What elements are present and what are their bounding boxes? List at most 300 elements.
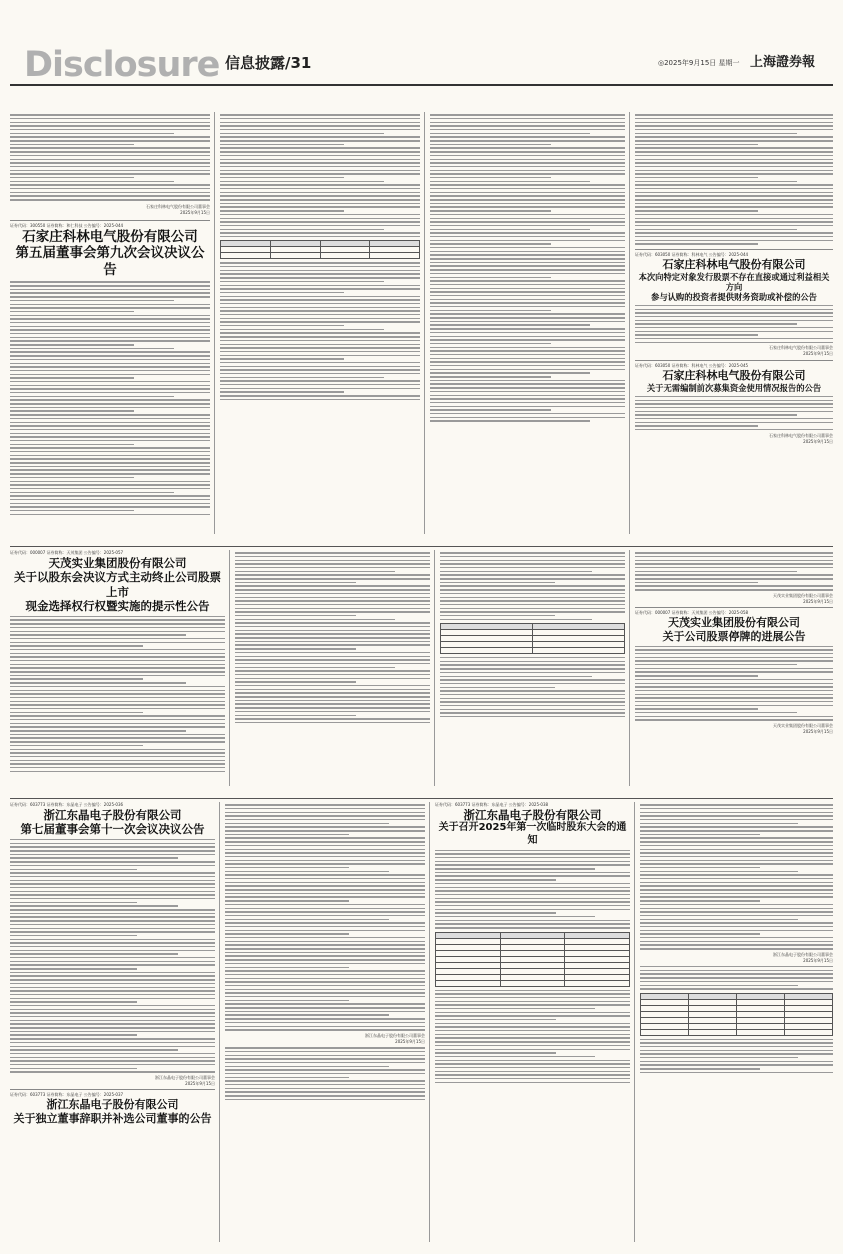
text-line <box>635 218 833 219</box>
text-line <box>635 660 833 661</box>
text-line <box>220 340 420 341</box>
text-block <box>430 114 625 421</box>
text-line <box>635 243 758 244</box>
text-line <box>640 893 833 894</box>
text-line <box>10 924 215 925</box>
text-line <box>225 1084 425 1085</box>
text-line <box>220 162 420 163</box>
text-line <box>10 693 225 694</box>
text-line <box>430 170 625 171</box>
text-line <box>440 716 625 717</box>
text-block <box>440 552 625 620</box>
text-line <box>430 317 625 318</box>
text-line <box>235 652 430 653</box>
text-line <box>220 140 420 141</box>
text-line <box>635 166 833 167</box>
text-line <box>640 823 798 824</box>
text-line <box>10 166 210 167</box>
text-line <box>225 830 425 831</box>
text-line <box>440 560 625 561</box>
text-line <box>635 563 833 564</box>
text-line <box>635 582 758 583</box>
text-line <box>10 1038 215 1039</box>
text-line <box>235 715 356 716</box>
text-line <box>10 891 215 892</box>
text-line <box>430 218 625 219</box>
text-line <box>220 266 420 267</box>
text-line <box>235 593 430 594</box>
text-line <box>10 466 210 467</box>
column-divider <box>219 802 220 1242</box>
text-line <box>10 1034 137 1035</box>
text-line <box>225 937 425 938</box>
text-block <box>440 657 625 717</box>
text-line <box>635 323 797 324</box>
text-line <box>225 1022 425 1023</box>
text-line <box>10 440 210 441</box>
text-line <box>225 1051 425 1052</box>
text-line <box>10 1023 215 1024</box>
text-line <box>640 1050 833 1051</box>
text-line <box>220 125 420 126</box>
text-line <box>440 679 625 680</box>
text-line <box>225 1055 425 1056</box>
text-line <box>10 181 174 182</box>
text-line <box>635 129 833 130</box>
text-line <box>225 900 349 901</box>
text-line <box>635 177 758 178</box>
tianmao-col-2 <box>235 550 430 786</box>
text-line <box>10 407 210 408</box>
text-line <box>220 177 344 178</box>
text-line <box>440 574 625 575</box>
text-line <box>640 874 833 875</box>
text-line <box>10 723 225 724</box>
text-line <box>10 656 225 657</box>
text-line <box>235 589 430 590</box>
text-line <box>635 719 833 720</box>
text-line <box>10 623 225 624</box>
announcement-meta: 证券代码：603050 证券简称：科林电气 公告编号：2025-045 <box>635 363 749 369</box>
kelin-col-2 <box>220 112 420 534</box>
text-line <box>225 874 425 875</box>
masthead-english: Disclosure <box>24 45 220 85</box>
text-line <box>640 970 833 971</box>
text-line <box>10 715 225 716</box>
text-line <box>440 582 555 583</box>
text-line <box>440 668 625 669</box>
text-line <box>435 1056 595 1057</box>
text-line <box>440 597 625 598</box>
text-line <box>635 418 833 419</box>
text-line <box>635 400 833 401</box>
text-line <box>10 872 215 873</box>
text-line <box>235 663 430 664</box>
text-line <box>635 162 833 163</box>
text-line <box>635 571 797 572</box>
column-divider <box>629 112 630 534</box>
text-line <box>225 852 425 853</box>
text-line <box>235 681 356 682</box>
text-line <box>640 911 833 912</box>
text-line <box>635 671 833 672</box>
text-line <box>220 296 420 297</box>
text-line <box>10 1027 215 1028</box>
announcement-title <box>635 369 833 393</box>
text-line <box>430 118 625 119</box>
text-line <box>225 981 425 982</box>
text-line <box>10 928 215 929</box>
text-line <box>10 983 215 984</box>
text-line <box>635 136 833 137</box>
text-line <box>435 905 630 906</box>
text-line <box>435 857 630 858</box>
text-line <box>220 133 384 134</box>
text-line <box>10 425 210 426</box>
text-line <box>430 332 625 333</box>
section-tianmao <box>10 546 833 789</box>
column-divider <box>434 550 435 786</box>
text-line <box>435 898 630 899</box>
text-line <box>235 560 430 561</box>
text-line <box>220 344 420 345</box>
text-line <box>440 698 625 699</box>
text-line <box>220 225 420 226</box>
text-line <box>235 648 356 649</box>
text-line <box>10 484 210 485</box>
text-line <box>10 987 215 988</box>
text-line <box>435 879 556 880</box>
announcement-meta: 证券代码：000007 证券简称：天茂集团 公告编号：2025-058 <box>635 609 749 615</box>
text-block <box>225 804 425 1030</box>
text-line <box>430 173 625 174</box>
text-line <box>430 277 551 278</box>
text-line <box>220 159 420 160</box>
text-line <box>235 692 430 693</box>
text-line <box>225 904 425 905</box>
text-line <box>220 377 384 378</box>
text-line <box>220 347 420 348</box>
text-line <box>640 830 833 831</box>
text-line <box>10 998 215 999</box>
text-line <box>635 214 833 215</box>
text-line <box>10 763 225 764</box>
text-line <box>435 872 630 873</box>
text-line <box>640 973 833 974</box>
text-line <box>10 749 225 750</box>
announcement-title <box>10 229 210 280</box>
signoff-company: 天茂实业集团股份有限公司董事会 <box>773 592 833 598</box>
text-line <box>430 406 625 407</box>
text-line <box>635 151 833 152</box>
page-number: /31 <box>285 54 312 72</box>
text-line <box>435 861 630 862</box>
text-line <box>10 337 210 338</box>
text-line <box>435 1030 630 1031</box>
text-line <box>235 703 430 704</box>
text-line <box>435 850 630 851</box>
text-line <box>640 1061 833 1062</box>
text-line <box>220 395 420 396</box>
text-line <box>635 646 833 647</box>
text-block <box>225 1047 425 1100</box>
column-divider <box>214 112 215 534</box>
text-line <box>635 589 833 590</box>
text-line <box>220 307 420 308</box>
announcement-meta: 证券代码：603773 证券简称：东晶电子 公告编号：2025-038 <box>435 802 549 807</box>
text-line <box>430 398 625 399</box>
text-line <box>225 826 425 827</box>
text-line <box>10 734 225 735</box>
text-line <box>10 451 210 452</box>
text-line <box>430 188 625 189</box>
text-line <box>640 882 833 883</box>
text-line <box>10 957 215 958</box>
text-line <box>10 850 215 851</box>
text-line <box>235 633 430 634</box>
text-line <box>430 251 625 252</box>
text-line <box>10 315 210 316</box>
tianmao-col-1 <box>10 550 225 786</box>
text-line <box>10 913 215 914</box>
text-line <box>220 129 420 130</box>
text-line <box>435 853 630 854</box>
text-line <box>430 214 625 215</box>
text-line <box>635 140 833 141</box>
title-line: 参与认购的投资者提供财务资助或补偿的公告 <box>651 292 817 303</box>
text-line <box>635 155 833 156</box>
text-line <box>435 912 556 913</box>
kelin-col-1 <box>10 112 210 534</box>
text-line <box>10 133 174 134</box>
text-line <box>10 701 225 702</box>
text-line <box>225 1007 425 1008</box>
title-line: 第七届董事会第十一次会议决议公告 <box>20 822 205 837</box>
text-line <box>640 926 833 927</box>
text-line <box>10 414 210 415</box>
text-line <box>435 916 595 917</box>
signoff-company: 天茂实业集团股份有限公司董事会 <box>773 723 833 729</box>
text-line <box>235 707 430 708</box>
text-line <box>440 563 625 564</box>
text-line <box>235 622 430 623</box>
text-line <box>10 642 225 643</box>
text-line <box>635 240 833 241</box>
text-line <box>220 325 344 326</box>
text-line <box>220 336 420 337</box>
text-line <box>10 909 215 910</box>
text-line <box>10 458 210 459</box>
text-line <box>635 552 833 553</box>
text-line <box>430 199 625 200</box>
text-line <box>220 166 420 167</box>
text-line <box>635 686 833 687</box>
text-line <box>220 285 420 286</box>
text-line <box>10 125 210 126</box>
text-line <box>10 1071 215 1072</box>
text-line <box>440 705 625 706</box>
title-line: 石家庄科林电气股份有限公司 <box>22 228 198 245</box>
text-line <box>235 656 430 657</box>
text-line <box>220 362 420 363</box>
text-line <box>10 151 210 152</box>
text-line <box>225 893 425 894</box>
column-divider <box>629 550 630 786</box>
text-line <box>225 963 425 964</box>
text-line <box>640 819 833 820</box>
text-line <box>235 678 430 679</box>
text-line <box>10 340 210 341</box>
text-line <box>220 399 420 400</box>
text-line <box>10 905 178 906</box>
text-line <box>10 975 215 976</box>
text-line <box>10 861 215 862</box>
text-line <box>10 1042 215 1043</box>
text-line <box>640 834 760 835</box>
text-line <box>10 495 210 496</box>
announcement-1 <box>10 220 210 516</box>
text-line <box>10 894 215 895</box>
text-line <box>225 867 349 868</box>
text-line <box>430 284 625 285</box>
text-line <box>10 756 225 757</box>
text-line <box>635 316 833 317</box>
text-line <box>435 1078 630 1079</box>
announcement-title <box>10 1098 215 1126</box>
text-line <box>225 1058 425 1059</box>
text-line <box>225 1080 425 1081</box>
text-line <box>10 961 215 962</box>
section-title: 信息披露 <box>225 54 286 72</box>
text-line <box>225 815 425 816</box>
text-line <box>10 388 210 389</box>
text-line <box>225 1026 425 1027</box>
text-line <box>635 133 797 134</box>
announcement-title <box>435 808 630 847</box>
text-line <box>640 863 833 864</box>
proposal-table <box>435 932 630 987</box>
text-line <box>430 321 625 322</box>
text-line <box>10 1005 215 1006</box>
text-line <box>430 369 625 370</box>
text-line <box>10 1057 215 1058</box>
text-line <box>10 195 210 196</box>
text-line <box>635 690 833 691</box>
text-line <box>430 391 625 392</box>
text-line <box>10 667 225 668</box>
text-line <box>10 1060 215 1061</box>
text-line <box>435 1063 630 1064</box>
text-line <box>220 218 420 219</box>
text-line <box>10 880 215 881</box>
announcement-meta: 证券代码：300550 证券简称：和仁科技 公告编号：2025-044 <box>10 222 124 228</box>
text-line <box>10 396 174 397</box>
text-line <box>10 377 134 378</box>
announcement-7 <box>10 1089 215 1126</box>
text-line <box>220 147 420 148</box>
text-line <box>10 990 215 991</box>
text-line <box>10 931 215 932</box>
text-line <box>435 868 595 869</box>
text-line <box>10 455 210 456</box>
text-line <box>10 876 215 877</box>
text-line <box>10 704 225 705</box>
text-line <box>220 192 420 193</box>
text-line <box>220 380 420 381</box>
text-line <box>220 314 420 315</box>
text-line <box>430 144 551 145</box>
text-line <box>225 871 389 872</box>
text-line <box>435 1071 630 1072</box>
text-line <box>225 812 425 813</box>
text-line <box>640 1064 833 1065</box>
text-line <box>235 626 430 627</box>
text-line <box>235 585 430 586</box>
text-line <box>225 915 425 916</box>
title-line: 浙江东晶电子股份有限公司 <box>463 808 602 822</box>
text-line <box>220 170 420 171</box>
text-line <box>10 311 134 312</box>
text-line <box>220 136 420 137</box>
text-line <box>10 304 210 305</box>
text-line <box>640 856 833 857</box>
text-line <box>10 514 210 515</box>
text-line <box>635 122 833 123</box>
newspaper-name: 上海證券報 <box>750 55 816 70</box>
text-line <box>10 767 225 768</box>
text-line <box>225 1047 425 1048</box>
text-line <box>440 676 592 677</box>
text-line <box>10 953 178 954</box>
text-line <box>225 823 389 824</box>
text-line <box>10 429 210 430</box>
text-line <box>10 839 215 840</box>
text-line <box>635 657 833 658</box>
text-line <box>225 996 425 997</box>
text-line <box>635 701 833 702</box>
text-line <box>220 303 420 304</box>
text-line <box>430 288 625 289</box>
signoff <box>10 204 210 216</box>
signoff-date: 2025年9月15日 <box>185 1081 215 1087</box>
text-line <box>235 600 430 601</box>
text-line <box>435 901 630 902</box>
text-line <box>225 1066 389 1067</box>
text-line <box>225 863 425 864</box>
text-line <box>235 615 356 616</box>
signoff-company: 浙江东晶电子股份有限公司董事会 <box>365 1032 425 1038</box>
text-line <box>635 664 797 665</box>
text-line <box>435 1082 630 1083</box>
text-block <box>435 850 630 929</box>
text-line <box>635 679 833 680</box>
text-line <box>220 273 420 274</box>
text-line <box>10 726 225 727</box>
text-line <box>225 1029 425 1030</box>
text-line <box>10 1064 215 1065</box>
text-line <box>220 114 420 115</box>
text-line <box>235 604 430 605</box>
text-line <box>10 359 210 360</box>
text-line <box>10 370 210 371</box>
text-line <box>640 985 798 986</box>
text-line <box>10 118 210 119</box>
text-line <box>10 433 210 434</box>
text-line <box>430 417 625 418</box>
text-line <box>10 162 210 163</box>
text-line <box>440 683 625 684</box>
text-line <box>10 887 215 888</box>
